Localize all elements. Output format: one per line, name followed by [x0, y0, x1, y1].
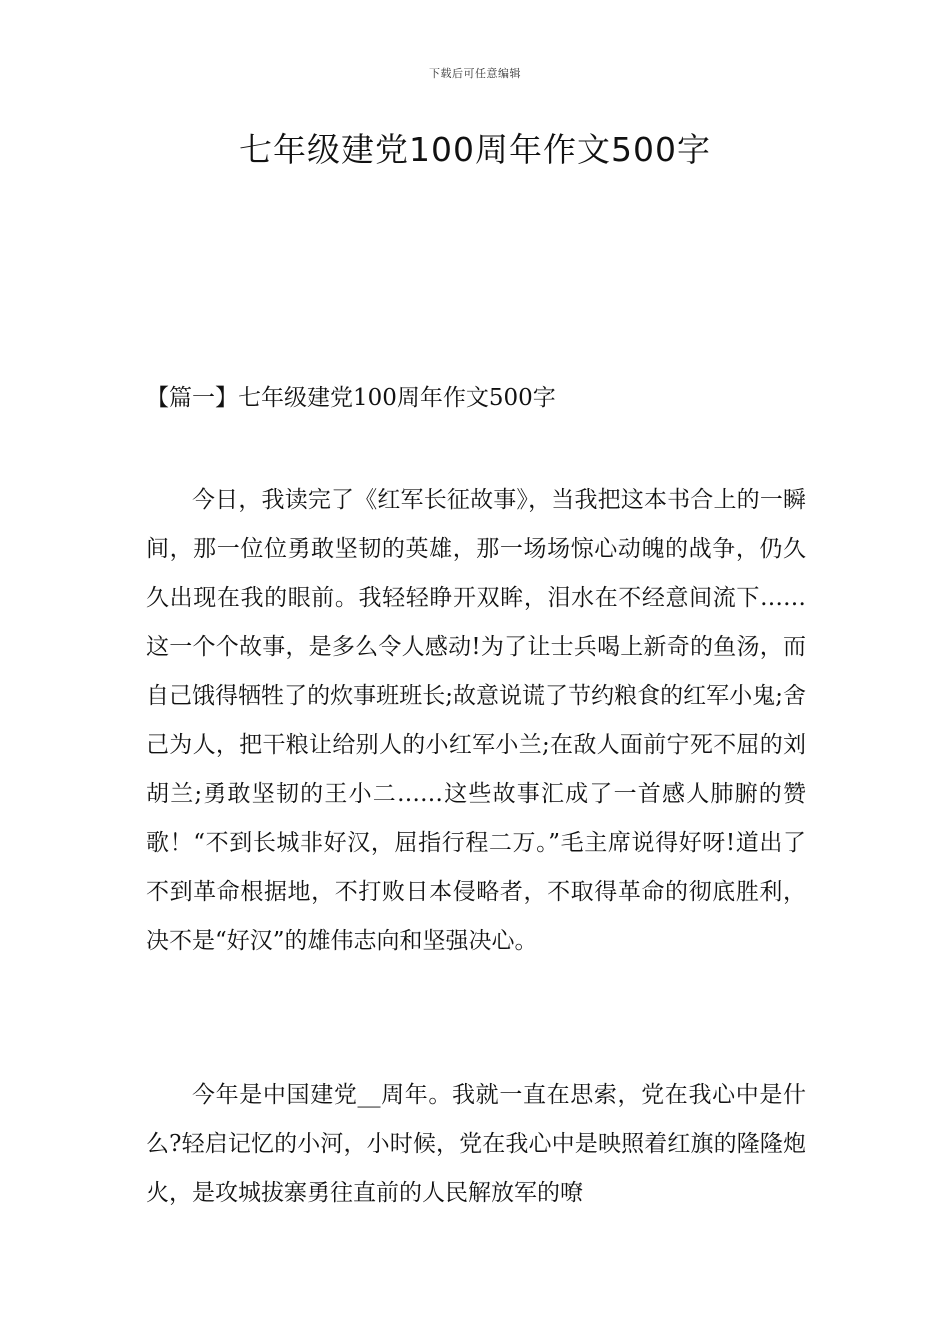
paragraph-1: 今日，我读完了《红军长征故事》，当我把这本书合上的一瞬间，那一位位勇敢坚韧的英雄，那一场场惊心动魄的战争，仍久久出现在我的眼前。我轻轻睁开双眸，泪水在不经意间流下……这一个个故事，是多么令人感动!为了让士兵喝上新奇的鱼汤，而自己饿得牺牲了的炊事班班长;故意说谎了节约粮食的红军小鬼;舍己为人，把干粮让给别人的小红军小兰;在敌人面前宁死不屈的刘胡兰;勇敢坚韧的王小二……这些故事汇成了一首感人肺腑的赞歌！“不到长城非好汉，屈指行程二万。”毛主席说得好呀!道出了不到革命根据地，不打败日本侵略者，不取得革命的彻底胜利，决不是“好汉”的雄伟志向和坚强决心。: [146, 487, 806, 954]
paragraph-2: 今年是中国建党__周年。我就一直在思索，党在我心中是什么?轻启记忆的小河，小时候，党在我心中是映照着红旗的隆隆炮火，是攻城拔寨勇往直前的人民解放军的嘹: [146, 1082, 806, 1206]
document-title: 七年级建党100周年作文500字: [239, 130, 711, 169]
section-heading: 【篇一】七年级建党100周年作文500字: [146, 385, 556, 411]
header-note: 下载后可任意编辑: [429, 67, 521, 80]
